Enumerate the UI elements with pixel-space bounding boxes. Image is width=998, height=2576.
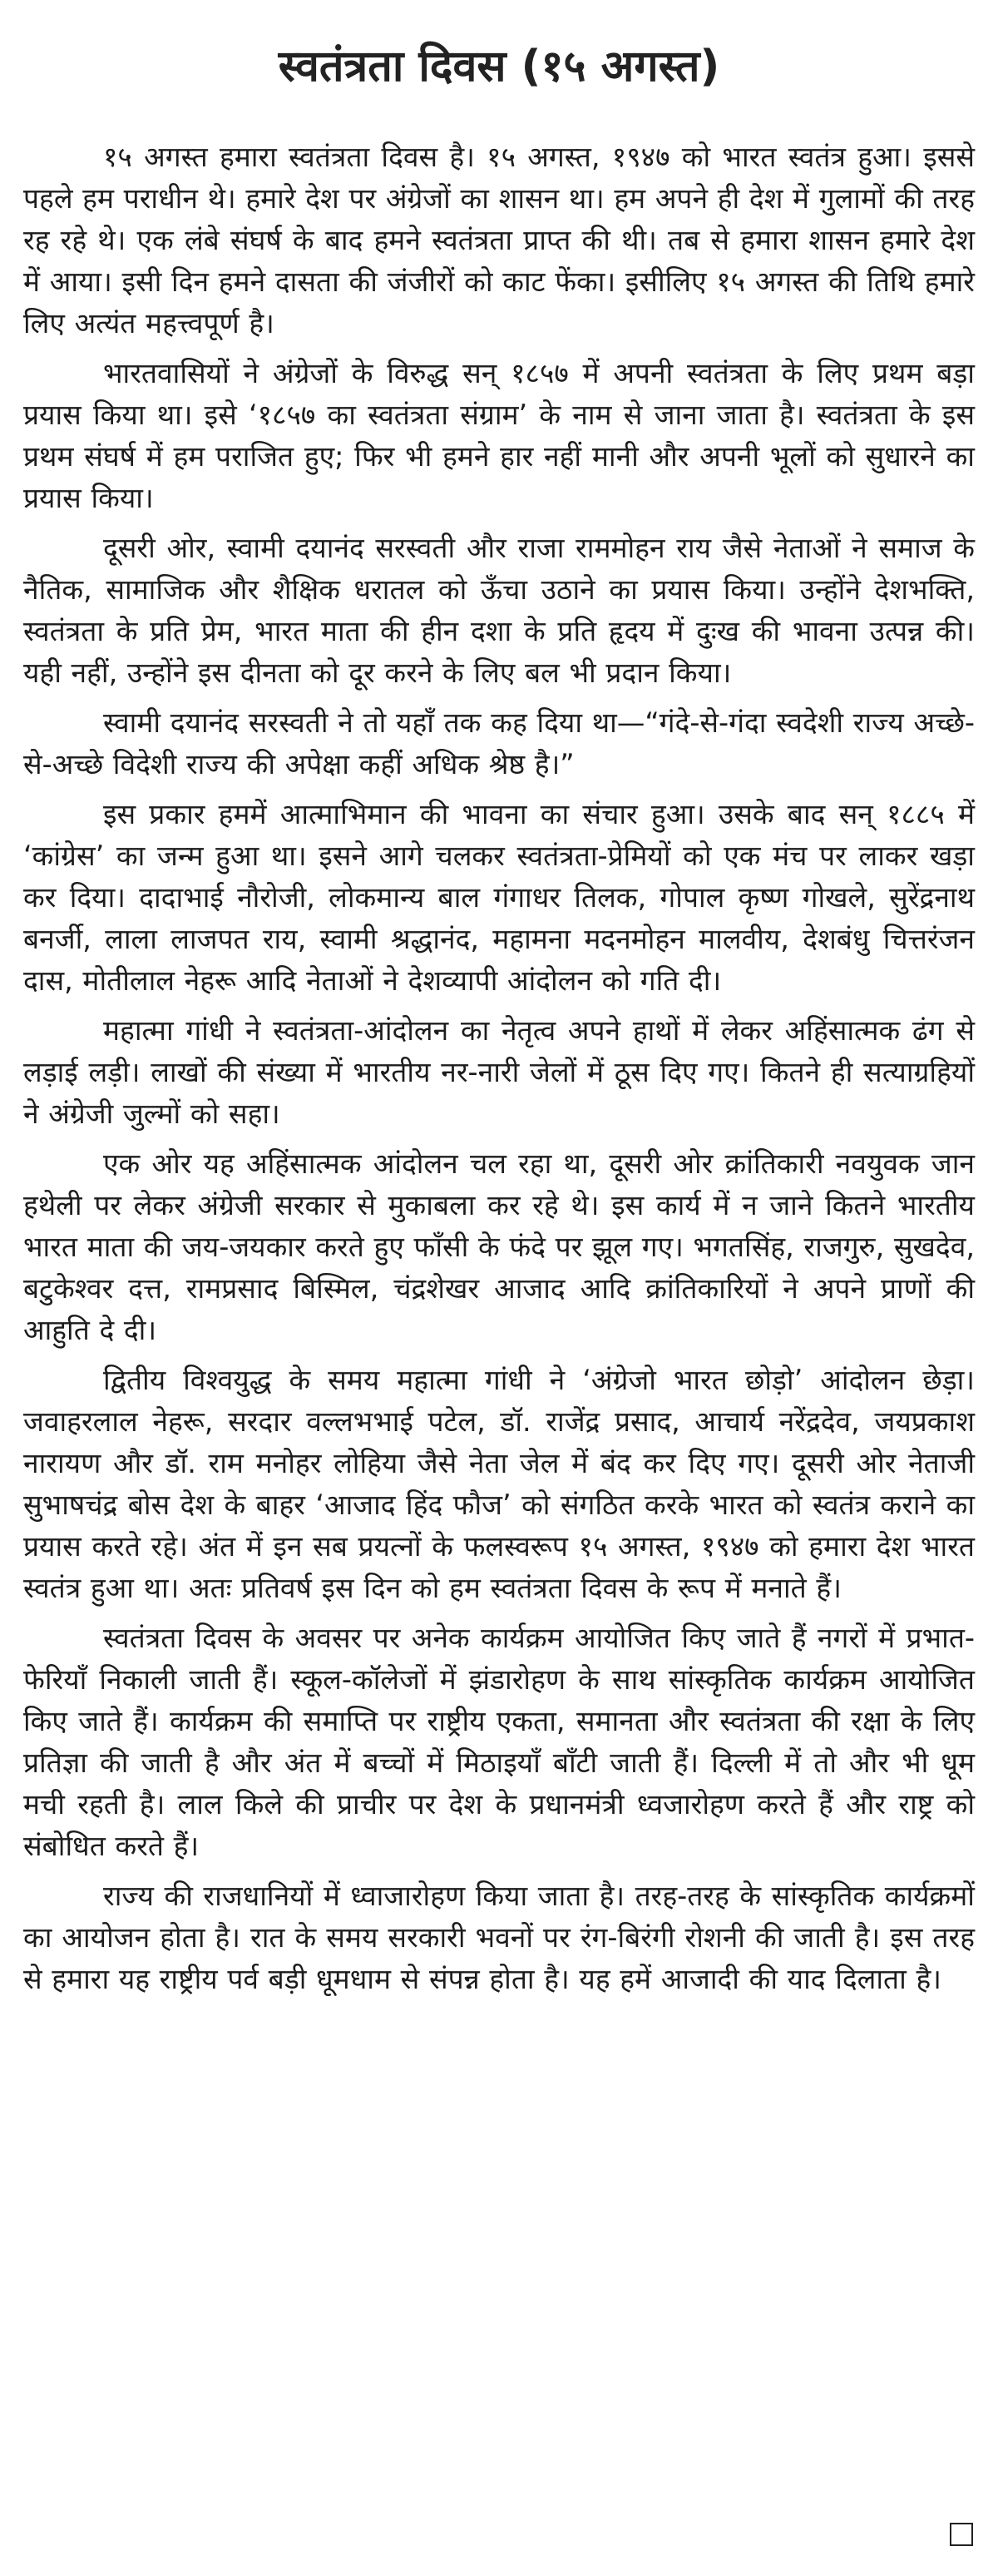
paragraph-3: दूसरी ओर, स्वामी दयानंद सरस्वती और राजा राममोहन राय जैसे नेताओं ने समाज के नैतिक, सामाजिक और शैक्षिक धरातल को ऊँचा उठाने का प्रयास किया। उन्होंने देशभक्ति, स्वतंत्रता के प्रति प्रेम, भारत माता की हीन दशा के प्रति हृदय में दुःख की भावना उत्पन्न की। यही नहीं, उन्होंने इस दीनता को दूर करने के लिए बल भी प्रदान किया। — [23, 532, 975, 689]
essay-page — [23, 33, 975, 2546]
paragraph-5: इस प्रकार हममें आत्माभिमान की भावना का संचार हुआ। उसके बाद सन् १८८५ में ‘कांग्रेस’ का जन्म हुआ था। इसने आगे चलकर स्वतंत्रता-प्रेमियों को एक मंच पर लाकर खड़ा कर दिया। दादाभाई नौरोजी, लोकमान्य बाल गंगाधर तिलक, गोपाल कृष्ण गोखले, सुरेंद्रनाथ बनर्जी, लाला लाजपत राय, स्वामी श्रद्धानंद, महामना मदनमोहन मालवीय, देशबंधु चित्तरंजन दास, मोतीलाल नेहरू आदि नेताओं ने देशव्यापी आंदोलन को गति दी। — [23, 798, 975, 997]
paragraph-8: द्वितीय विश्वयुद्ध के समय महात्मा गांधी ने ‘अंग्रेजो भारत छोड़ो’ आंदोलन छेड़ा। जवाहरलाल नेहरू, सरदार वल्लभभाई पटेल, डॉ. राजेंद्र प्रसाद, आचार्य नरेंद्रदेव, जयप्रकाश नारायण और डॉ. राम मनोहर लोहिया जैसे नेता जेल में बंद कर दिए गए। दूसरी ओर नेताजी सुभाषचंद्र बोस देश के बाहर ‘आजाद हिंद फौज’ को संगठित करके भारत को स्वतंत्र कराने का प्रयास करते रहे। अंत में इन सब प्रयत्नों के फलस्वरूप १५ अगस्त, १९४७ को हमारा देश भारत स्वतंत्र हुआ था। अतः प्रतिवर्ष इस दिन को हम स्वतंत्रता दिवस के रूप में मनाते हैं। — [23, 1364, 975, 1604]
paragraph-4: स्वामी दयानंद सरस्वती ने तो यहाँ तक कह दिया था—“गंदे-से-गंदा स्वदेशी राज्य अच्छे-से-अच्छे विदेशी राज्य की अपेक्षा कहीं अधिक श्रेष्ठ है।” — [23, 706, 975, 780]
essay-title: स्वतंत्रता दिवस (१५ अगस्त) — [278, 42, 720, 92]
paragraph-7: एक ओर यह अहिंसात्मक आंदोलन चल रहा था, दूसरी ओर क्रांतिकारी नवयुवक जान हथेली पर लेकर अंग्रेजी सरकार से मुकाबला कर रहे थे। इस कार्य में न जाने कितने भारतीय भारत माता की जय-जयकार करते हुए फाँसी के फंदे पर झूल गए। भगतसिंह, राजगुरु, सुखदेव, बटुकेश्वर दत्त, रामप्रसाद बिस्मिल, चंद्रशेखर आजाद आदि क्रांतिकारियों ने अपने प्राणों की आहुति दे दी। — [23, 1147, 975, 1346]
end-of-text-square-icon — [950, 2523, 973, 2546]
paragraph-6: महात्मा गांधी ने स्वतंत्रता-आंदोलन का नेतृत्व अपने हाथों में लेकर अहिंसात्मक ढंग से लड़ाई लड़ी। लाखों की संख्या में भारतीय नर-नारी जेलों में ठूस दिए गए। कितने ही सत्याग्रहियों ने अंग्रेजी जुल्मों को सहा। — [23, 1014, 975, 1130]
paragraph-2: भारतवासियों ने अंग्रेजों के विरुद्ध सन् १८५७ में अपनी स्वतंत्रता के लिए प्रथम बड़ा प्रयास किया था। इसे ‘१८५७ का स्वतंत्रता संग्राम’ के नाम से जाना जाता है। स्वतंत्रता के इस प्रथम संघर्ष में हम पराजित हुए; फिर भी हमने हार नहीं मानी और अपनी भूलों को सुधारने का प्रयास किया। — [23, 357, 975, 514]
paragraph-10: राज्य की राजधानियों में ध्वाजारोहण किया जाता है। तरह-तरह के सांस्कृतिक कार्यक्रमों का आयोजन होता है। रात के समय सरकारी भवनों पर रंग-बिरंगी रोशनी की जाती है। इस तरह से हमारा यह राष्ट्रीय पर्व बड़ी धूमधाम से संपन्न होता है। यह हमें आजादी की याद दिलाता है। — [23, 1880, 975, 1995]
paragraph-1: १५ अगस्त हमारा स्वतंत्रता दिवस है। १५ अगस्त, १९४७ को भारत स्वतंत्र हुआ। इससे पहले हम पराधीन थे। हमारे देश पर अंग्रेजों का शासन था। हम अपने ही देश में गुलामों की तरह रह रहे थे। एक लंबे संघर्ष के बाद हमने स्वतंत्रता प्राप्त की थी। तब से हमारा शासन हमारे देश में आया। इसी दिन हमने दासता की जंजीरों को काट फेंका। इसीलिए १५ अगस्त की तिथि हमारे लिए अत्यंत महत्त्वपूर्ण है। — [23, 141, 975, 339]
paragraph-9: स्वतंत्रता दिवस के अवसर पर अनेक कार्यक्रम आयोजित किए जाते हैं नगरों में प्रभात-फेरियाँ निकाली जाती हैं। स्कूल-कॉलेजों में झंडारोहण के साथ सांस्कृतिक कार्यक्रम आयोजित किए जाते हैं। कार्यक्रम की समाप्ति पर राष्ट्रीय एकता, समानता और स्वतंत्रता की रक्षा के लिए प्रतिज्ञा की जाती है और अंत में बच्चों में मिठाइयाँ बाँटी जाती हैं। दिल्ली में तो और भी धूम मची रहती है। लाल किले की प्राचीर पर देश के प्रधानमंत्री ध्वजारोहण करते हैं और राष्ट्र को संबोधित करते हैं। — [23, 1622, 975, 1862]
